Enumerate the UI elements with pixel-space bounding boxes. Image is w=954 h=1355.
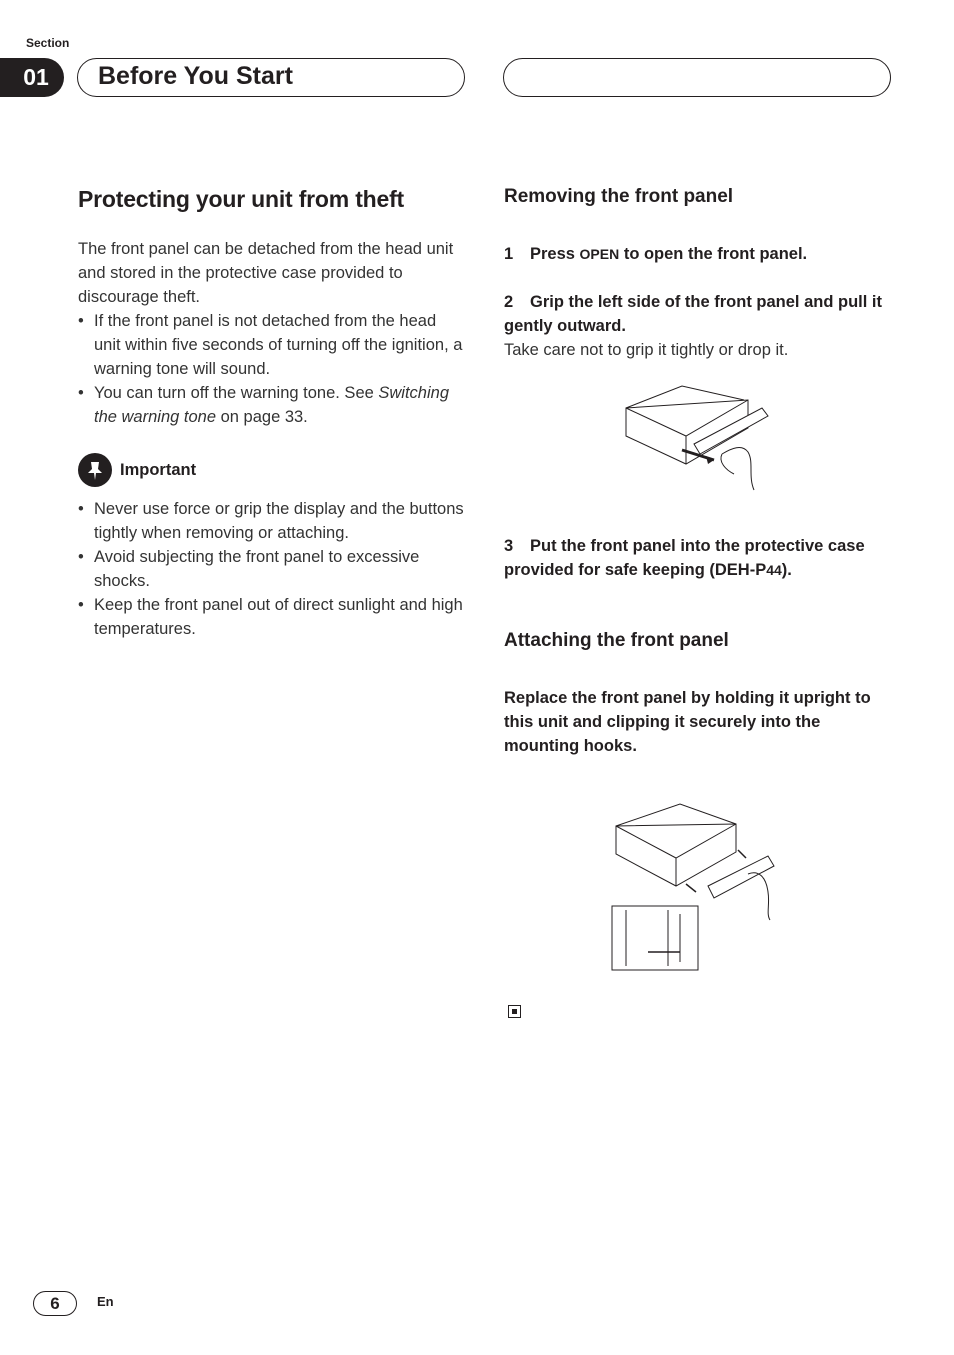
important-callout xyxy=(78,453,466,487)
step-1: 1 Press OPEN to open the front panel. xyxy=(504,245,808,263)
language-label: En xyxy=(97,1294,114,1309)
theft-intro: The front panel can be detached from the head unit and stored in the protective case provided to discourage theft. xyxy=(78,240,454,306)
section-number-badge: 01 xyxy=(0,58,64,97)
header-empty-pill xyxy=(503,58,891,97)
left-column xyxy=(78,186,466,641)
end-mark-icon xyxy=(508,1005,521,1018)
attaching-illustration xyxy=(608,800,798,974)
theft-heading: Protecting your unit from theft xyxy=(78,186,405,212)
open-key: OPEN xyxy=(579,246,620,262)
list-item: • If the front panel is not detached from the head unit within five seconds of turning off the ignition, a warning tone will sound. xyxy=(78,309,466,381)
section-label: Section xyxy=(26,36,70,50)
right-column xyxy=(504,186,894,974)
important-icon xyxy=(78,453,112,487)
list-item: • Never use force or grip the display and the buttons tightly when removing or attaching. xyxy=(78,497,466,545)
list-item: • You can turn off the warning tone. See Switching the warning tone on page 33. xyxy=(78,381,466,429)
page-number: 6 xyxy=(33,1291,77,1316)
step-3: 3 Put the front panel into the protective case provided for safe keeping (DEH-P44). xyxy=(504,537,865,579)
list-item: • Avoid subjecting the front panel to excessive shocks. xyxy=(78,545,466,593)
list-item: • Keep the front panel out of direct sunlight and high temperatures. xyxy=(78,593,466,641)
attaching-instruction: Replace the front panel by holding it upright to this unit and clipping it securely into the mounting hooks. xyxy=(504,689,871,755)
attaching-heading: Attaching the front panel xyxy=(504,630,729,651)
important-label: Important xyxy=(120,460,197,479)
cross-reference: Switching the warning tone xyxy=(94,384,450,426)
removing-illustration xyxy=(622,378,782,500)
important-bullets xyxy=(78,497,466,641)
theft-bullets xyxy=(78,309,466,429)
step-2-note: Take care not to grip it tightly or drop it. xyxy=(504,341,789,359)
page-title: Before You Start xyxy=(77,58,465,97)
removing-heading: Removing the front panel xyxy=(504,186,734,207)
step-2: 2 Grip the left side of the front panel and pull it gently outward. xyxy=(504,293,883,335)
